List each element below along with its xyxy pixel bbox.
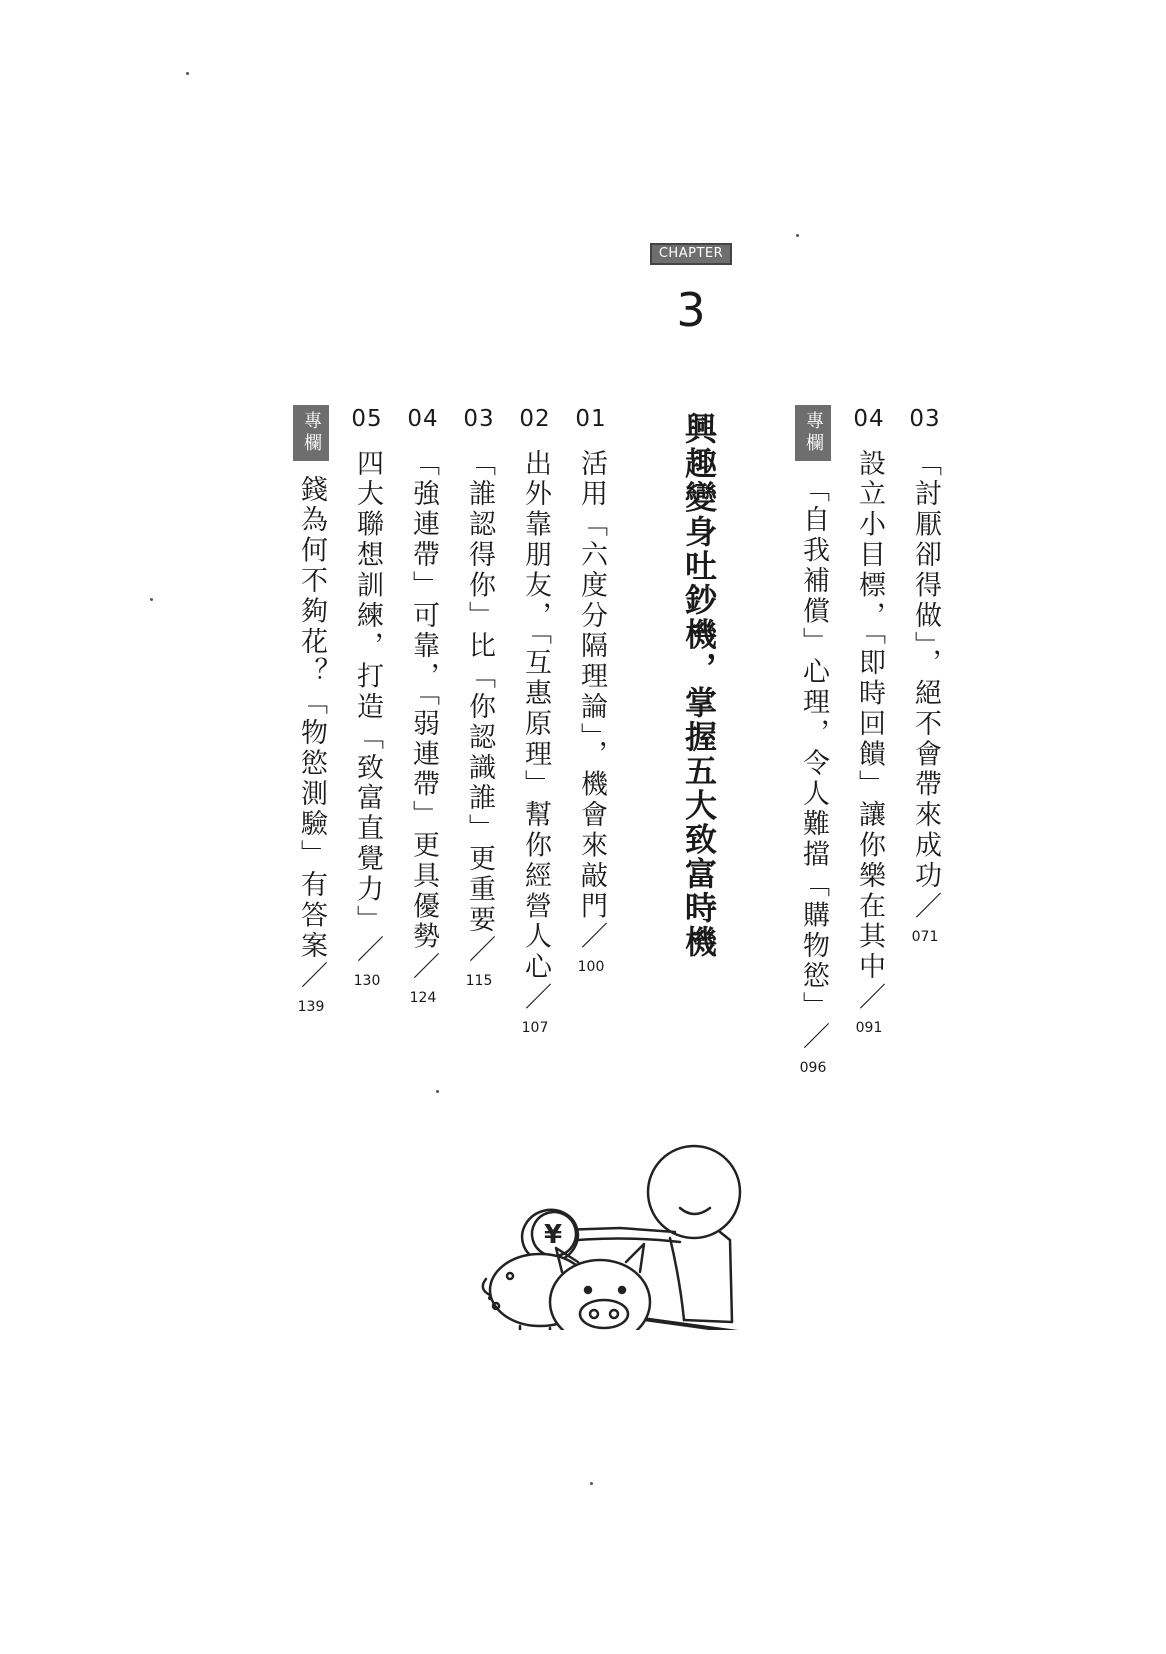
toc-entry-title: 錢為何不夠花？「物慾測驗」有答案／ (296, 475, 327, 992)
toc-entry-page: 107 (521, 1020, 549, 1037)
toc-entry-title: 四大聯想訓練，打造「致富直覺力」／ (352, 449, 383, 966)
toc-entry-number: 04 (407, 406, 439, 432)
toc-entry-number: 05 (351, 406, 383, 432)
scan-speck (590, 1482, 593, 1485)
toc-entry-01[interactable] (570, 405, 612, 976)
toc-entry-page: 071 (911, 928, 939, 945)
column-tag: 專欄 (293, 405, 329, 461)
section-title-wrap (674, 412, 724, 959)
toc-entry-page: 091 (855, 1020, 883, 1037)
person-piggy-bank-icon (470, 1130, 770, 1330)
toc-entry-03[interactable] (458, 405, 500, 990)
toc-entry-number: 02 (519, 406, 551, 432)
scan-speck (186, 72, 189, 75)
toc-entry-05[interactable] (346, 405, 388, 990)
toc-entry-title: 出外靠朋友，「互惠原理」幫你經營人心／ (520, 449, 551, 1014)
toc-entry-title: 活用「六度分隔理論」，機會來敲門／ (576, 449, 607, 953)
scan-speck (436, 1090, 439, 1093)
svg-text:¥: ¥ (544, 1220, 563, 1250)
toc-entry-prev-04[interactable] (848, 405, 890, 1037)
toc-entry-prev-column[interactable] (792, 405, 834, 1077)
toc-entry-page: 096 (799, 1059, 827, 1076)
toc-entry-page: 100 (577, 959, 605, 976)
toc-entry-title: 「誰認得你」比「你認識誰」更重要／ (464, 449, 495, 966)
toc-entry-title: 「強連帶」可靠，「弱連帶」更具優勢／ (408, 449, 439, 983)
toc-entry-page: 124 (409, 989, 437, 1006)
toc-entry-title: 「討厭卻得做」，絕不會帶來成功／ (910, 449, 941, 922)
toc-entry-number: 03 (463, 406, 495, 432)
section-title: 興趣變身吐鈔機，掌握五大致富時機 (680, 412, 718, 960)
toc-entry-02[interactable] (514, 405, 556, 1037)
toc-entry-title: 設立小目標，「即時回饋」讓你樂在其中／ (854, 449, 885, 1014)
chapter-badge: CHAPTER (650, 243, 732, 265)
toc-entry-column[interactable] (290, 405, 332, 1016)
toc-entry-page: 115 (465, 972, 493, 989)
toc-entry-prev-03[interactable] (904, 405, 946, 946)
toc-entry-page: 139 (297, 998, 325, 1015)
scan-speck (796, 234, 799, 237)
toc-entry-page: 130 (353, 972, 381, 989)
toc-entry-title: 「自我補償」心理，令人難擋「購物慾」／ (798, 475, 829, 1053)
column-tag: 專欄 (795, 405, 831, 461)
toc-entry-number: 01 (575, 406, 607, 432)
toc-entry-number: 04 (853, 406, 885, 432)
scan-speck (150, 598, 153, 601)
toc-entry-04[interactable] (402, 405, 444, 1007)
toc-entry-number: 03 (909, 406, 941, 432)
chapter-number: 3 (676, 283, 706, 337)
